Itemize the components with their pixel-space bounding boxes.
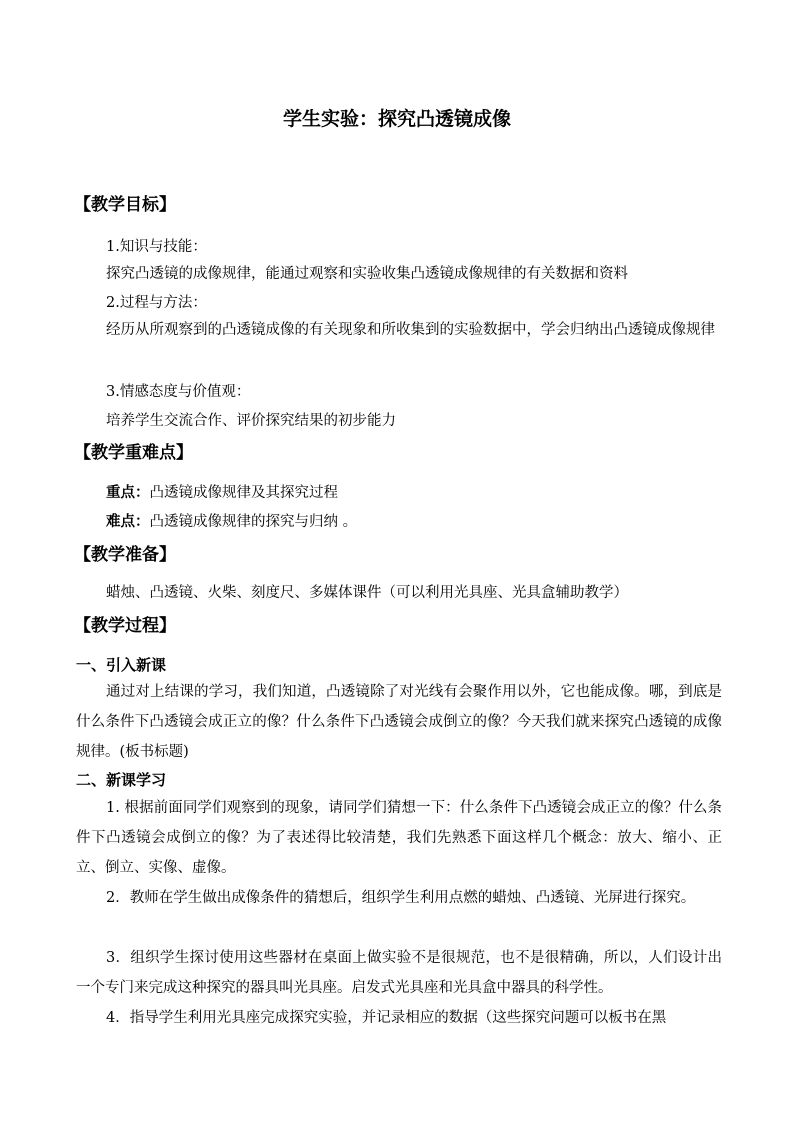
difficult-point-label: 难点： (106, 513, 150, 530)
preparation-text: 蜡烛、凸透镜、火柴、刻度尺、多媒体课件（可以利用光具座、光具盒辅助教学） (106, 585, 628, 601)
objectives-heading: 【教学目标】 (74, 195, 176, 215)
objective-2-title: 2.过程与方法： (106, 295, 207, 311)
objective-1-title: 1.知识与技能： (106, 239, 207, 255)
objective-2-text: 经历从所观察到的凸透镜成像的有关现象和所收集到的实验数据中，学会归纳出凸透镜成像规律 (106, 322, 715, 338)
process-paragraph-4: 4．指导学生利用光具座完成探究实验，并记录相应的数据（这些探究问题可以板书在黑 (106, 1010, 667, 1026)
objective-1-text: 探究凸透镜的成像规律，能通过观察和实验收集凸透镜成像规律的有关数据和资料 (106, 266, 628, 282)
section-1-text: 通过对上结课的学习，我们知道，凸透镜除了对光线有会聚作用以外，它也能成像。哪，到底是什么条件下凸透镜会成正立的像？什么条件下凸透镜会成倒立的像？今天我们就来探究凸透镜的成像规律。(板书标题) (76, 684, 722, 760)
key-point-text: 凸透镜成像规律及其探究过程 (149, 485, 338, 501)
section-2-title: 二、新课学习 (76, 771, 167, 789)
key-point-line (106, 481, 338, 502)
process-paragraph-2: 2．教师在学生做出成像条件的猜想后，组织学生利用点燃的蜡烛、凸透镜、光屏进行探究。 (106, 890, 696, 906)
process-paragraph-3: 3．组织学生探讨使用这些器材在桌面上做实验不是很规范，也不是很精确，所以，人们设计出一个专门来完成这种探究的器具叫光具座。启发式光具座和光具盒中器具的科学性。 (76, 950, 722, 996)
difficult-point-text: 凸透镜成像规律的探究与归纳 。 (149, 514, 358, 530)
objective-3-text: 培养学生交流合作、评价探究结果的初步能力 (106, 413, 396, 429)
preparation-heading: 【教学准备】 (74, 545, 176, 565)
process-heading: 【教学过程】 (74, 616, 176, 636)
key-point-label: 重点： (106, 484, 150, 501)
process-paragraph-1: 1. 根据前面同学们观察到的现象，请同学们猜想一下：什么条件下凸透镜会成正立的像？什么条件下凸透镜会成倒立的像？为了表述得比较清楚，我们先熟悉下面这样几个概念：放大、缩小、正立、倒立、实像、虚像。 (76, 800, 722, 876)
difficult-point-line (106, 510, 357, 531)
document-title: 学生实验：探究凸透镜成像 (282, 108, 511, 130)
objective-3-title: 3.情感态度与价值观： (106, 384, 251, 400)
section-1-title: 一、引入新课 (76, 656, 167, 674)
key-points-heading: 【教学重难点】 (74, 443, 193, 463)
